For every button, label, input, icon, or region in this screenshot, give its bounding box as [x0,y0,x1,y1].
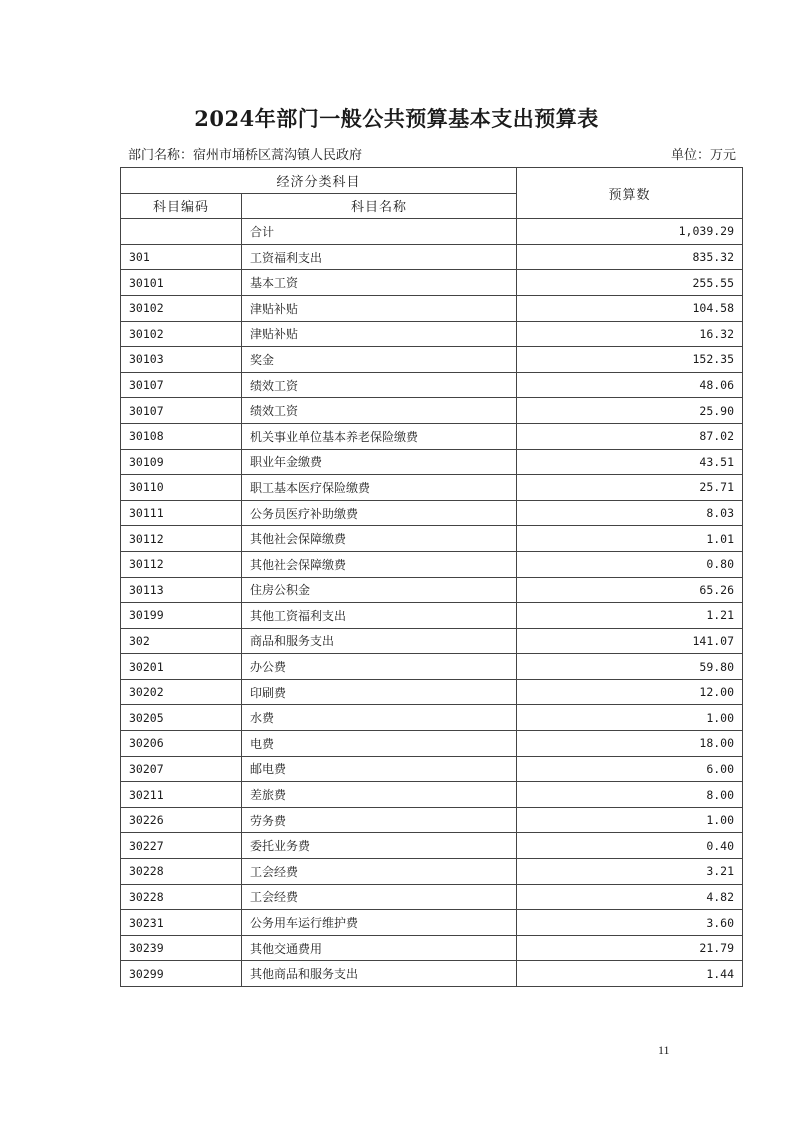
table-row [121,859,743,885]
table-header [121,168,743,219]
table-row [121,961,743,987]
table-row [121,295,743,321]
subject-code-cell: 30111 [121,500,242,526]
subject-name-cell: 机关事业单位基本养老保险缴费 [242,423,517,449]
budget-amount-cell: 152.35 [517,347,743,373]
subject-code-cell [121,219,242,245]
subject-code-cell: 30109 [121,449,242,475]
table-row [121,654,743,680]
subject-code-cell: 30205 [121,705,242,731]
table-row [121,270,743,296]
page-number: 11 [658,1043,670,1057]
subject-code-cell: 30239 [121,935,242,961]
table-row [121,705,743,731]
subject-name-cell: 委托业务费 [242,833,517,859]
budget-amount-cell: 6.00 [517,756,743,782]
budget-table [120,167,743,987]
table-row [121,833,743,859]
subject-name-cell: 邮电费 [242,756,517,782]
subject-code-cell: 30113 [121,577,242,603]
subject-name-cell: 住房公积金 [242,577,517,603]
subject-name-cell: 其他社会保障缴费 [242,526,517,552]
subject-name-cell: 工会经费 [242,859,517,885]
budget-amount-cell: 255.55 [517,270,743,296]
subject-code-cell: 30202 [121,679,242,705]
table-row [121,731,743,757]
subject-code-cell: 30206 [121,731,242,757]
subject-name-cell: 绩效工资 [242,398,517,424]
budget-amount-cell: 12.00 [517,679,743,705]
budget-amount-cell: 16.32 [517,321,743,347]
budget-amount-cell: 4.82 [517,884,743,910]
subject-name-cell: 其他商品和服务支出 [242,961,517,987]
table-row [121,935,743,961]
subject-code-cell: 30226 [121,807,242,833]
subject-code-cell: 30211 [121,782,242,808]
subject-name-cell: 津贴补贴 [242,295,517,321]
budget-amount-cell: 1.21 [517,603,743,629]
subject-name-cell: 电费 [242,731,517,757]
document-meta [128,144,736,164]
subject-name-cell: 职业年金缴费 [242,449,517,475]
subject-name-cell: 合计 [242,219,517,245]
subject-name-cell: 工会经费 [242,884,517,910]
subject-code-cell: 30199 [121,603,242,629]
table-row [121,449,743,475]
subject-name-cell: 工资福利支出 [242,244,517,270]
unit-info [671,144,736,163]
table-row [121,526,743,552]
subject-code-cell: 302 [121,628,242,654]
subject-code-cell: 30107 [121,372,242,398]
page-title: 2024年部门一般公共预算基本支出预算表 [194,106,599,131]
budget-amount-cell: 21.79 [517,935,743,961]
subject-name-cell: 差旅费 [242,782,517,808]
subject-name-cell: 办公费 [242,654,517,680]
subject-name-cell: 津贴补贴 [242,321,517,347]
department-label: 部门名称： [128,148,194,163]
table-row [121,475,743,501]
header-economic-category: 经济分类科目 [121,168,517,194]
subject-code-cell: 30101 [121,270,242,296]
table-row [121,500,743,526]
budget-amount-cell: 25.71 [517,475,743,501]
budget-amount-cell: 1,039.29 [517,219,743,245]
table-row [121,244,743,270]
subject-name-cell: 基本工资 [242,270,517,296]
budget-amount-cell: 1.00 [517,807,743,833]
budget-amount-cell: 0.80 [517,551,743,577]
budget-amount-cell: 835.32 [517,244,743,270]
budget-amount-cell: 1.44 [517,961,743,987]
table-row [121,756,743,782]
subject-code-cell: 301 [121,244,242,270]
subject-name-cell: 公务员医疗补助缴费 [242,500,517,526]
table-row [121,321,743,347]
subject-code-cell: 30207 [121,756,242,782]
table-row [121,577,743,603]
subject-code-cell: 30228 [121,884,242,910]
header-subject-name: 科目名称 [242,193,517,219]
subject-code-cell: 30102 [121,295,242,321]
budget-amount-cell: 8.00 [517,782,743,808]
budget-amount-cell: 3.60 [517,910,743,936]
budget-amount-cell: 65.26 [517,577,743,603]
subject-code-cell: 30103 [121,347,242,373]
budget-amount-cell: 3.21 [517,859,743,885]
table-row [121,398,743,424]
subject-code-cell: 30102 [121,321,242,347]
subject-code-cell: 30228 [121,859,242,885]
subject-name-cell: 公务用车运行维护费 [242,910,517,936]
subject-code-cell: 30110 [121,475,242,501]
subject-name-cell: 职工基本医疗保险缴费 [242,475,517,501]
budget-amount-cell: 59.80 [517,654,743,680]
subject-code-cell: 30112 [121,526,242,552]
table-row [121,551,743,577]
table-row [121,372,743,398]
subject-code-cell: 30227 [121,833,242,859]
header-row-group [121,168,743,194]
subject-code-cell: 30108 [121,423,242,449]
unit-value: 万元 [709,148,736,163]
department-name: 宿州市埇桥区蒿沟镇人民政府 [193,148,363,163]
table-row [121,219,743,245]
budget-amount-cell: 25.90 [517,398,743,424]
subject-name-cell: 商品和服务支出 [242,628,517,654]
budget-amount-cell: 43.51 [517,449,743,475]
table-row [121,910,743,936]
budget-amount-cell: 141.07 [517,628,743,654]
subject-name-cell: 印刷费 [242,679,517,705]
table-row [121,807,743,833]
table-body [121,219,743,987]
budget-amount-cell: 1.00 [517,705,743,731]
subject-name-cell: 绩效工资 [242,372,517,398]
subject-name-cell: 其他工资福利支出 [242,603,517,629]
subject-code-cell: 30107 [121,398,242,424]
table-row [121,347,743,373]
budget-amount-cell: 18.00 [517,731,743,757]
table-row [121,782,743,808]
header-subject-code: 科目编码 [121,193,242,219]
subject-name-cell: 劳务费 [242,807,517,833]
table-row [121,679,743,705]
header-budget-amount: 预算数 [517,168,743,219]
budget-amount-cell: 8.03 [517,500,743,526]
budget-amount-cell: 1.01 [517,526,743,552]
table-row [121,628,743,654]
subject-code-cell: 30299 [121,961,242,987]
table-row [121,603,743,629]
table-row [121,884,743,910]
table-row [121,423,743,449]
budget-amount-cell: 104.58 [517,295,743,321]
budget-amount-cell: 48.06 [517,372,743,398]
subject-code-cell: 30201 [121,654,242,680]
budget-amount-cell: 87.02 [517,423,743,449]
subject-code-cell: 30231 [121,910,242,936]
subject-name-cell: 其他社会保障缴费 [242,551,517,577]
budget-amount-cell: 0.40 [517,833,743,859]
unit-label: 单位： [670,148,710,163]
department-info [128,144,362,163]
subject-name-cell: 其他交通费用 [242,935,517,961]
subject-name-cell: 水费 [242,705,517,731]
subject-code-cell: 30112 [121,551,242,577]
subject-name-cell: 奖金 [242,347,517,373]
